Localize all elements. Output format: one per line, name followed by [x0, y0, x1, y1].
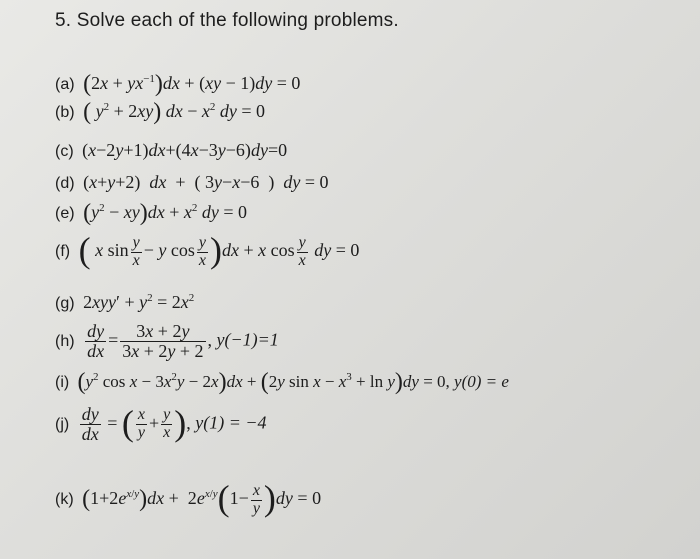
- problem-label: (k): [55, 491, 74, 509]
- problem-h: [55, 322, 279, 361]
- equation: $\frac{dy}{dx}$ = $\frac{3x + 2y}{3x + 2y + 2}$ ,: [87, 321, 213, 361]
- problem-label: (a): [55, 76, 75, 93]
- initial-condition: y(1) = −4: [195, 412, 267, 433]
- problem-c: [55, 140, 287, 161]
- equation: ( x sin $\frac{y}{x}$ − y cos $\frac{y}{x}$ )dx + x cos $\frac{y}{x}$ dy = 0: [78, 230, 360, 271]
- initial-condition: y(0) = e: [454, 372, 509, 391]
- problem-j: [55, 402, 267, 444]
- equation: $(1+2e^{x/y})dx + 2e^{x/y}(1-$ $\frac{x}{y}$ )dy = 0: [82, 478, 322, 519]
- problem-heading: 5. Solve each of the following problems.: [55, 10, 399, 31]
- problem-label: (d): [55, 175, 75, 192]
- problem-g: [55, 292, 194, 313]
- problem-k: [55, 478, 322, 519]
- problem-label: (c): [55, 143, 74, 160]
- equation: ($y^2$ $\cos x - 3x^2y - 2x)dx + (2y$ $\sin x - x^3 + \ln y)dy = 0$,: [77, 369, 450, 395]
- problem-b: [55, 99, 266, 125]
- problem-i: [55, 369, 509, 395]
- equation: $(2x + yx^{-1})dx + (xy - 1)dy = 0$: [83, 71, 301, 97]
- problem-label: (f): [55, 243, 71, 261]
- problem-label: (i): [55, 374, 70, 391]
- problem-e: [55, 200, 248, 226]
- equation: ( $y^2 + 2xy$) dx − $x^2$ dy = 0: [83, 99, 266, 125]
- problem-f: [55, 230, 360, 271]
- equation: (x+y+2) dx + ( 3y−x−6 ) dy = 0: [83, 172, 329, 192]
- equation: (x−2y+1)dx+(4x−3y−6)dy=0: [82, 140, 288, 160]
- problem-label: (e): [55, 205, 75, 222]
- equation: $2xyy' + y^2 = 2x^2$: [83, 292, 195, 312]
- problem-label: (b): [55, 104, 75, 121]
- equation: $(y^2 - xy)dx + x^2$ dy = 0: [83, 200, 248, 226]
- problem-label: (j): [55, 415, 70, 433]
- equation: $\frac{dy}{dx}$ = ( $\frac{x}{y}$ + $\frac{y}{x}$ ),: [81, 402, 191, 444]
- problem-a: [55, 71, 301, 97]
- initial-condition: y(−1)=1: [216, 329, 279, 350]
- problem-d: [55, 172, 329, 193]
- problem-label: (g): [55, 295, 75, 312]
- problem-label: (h): [55, 332, 75, 350]
